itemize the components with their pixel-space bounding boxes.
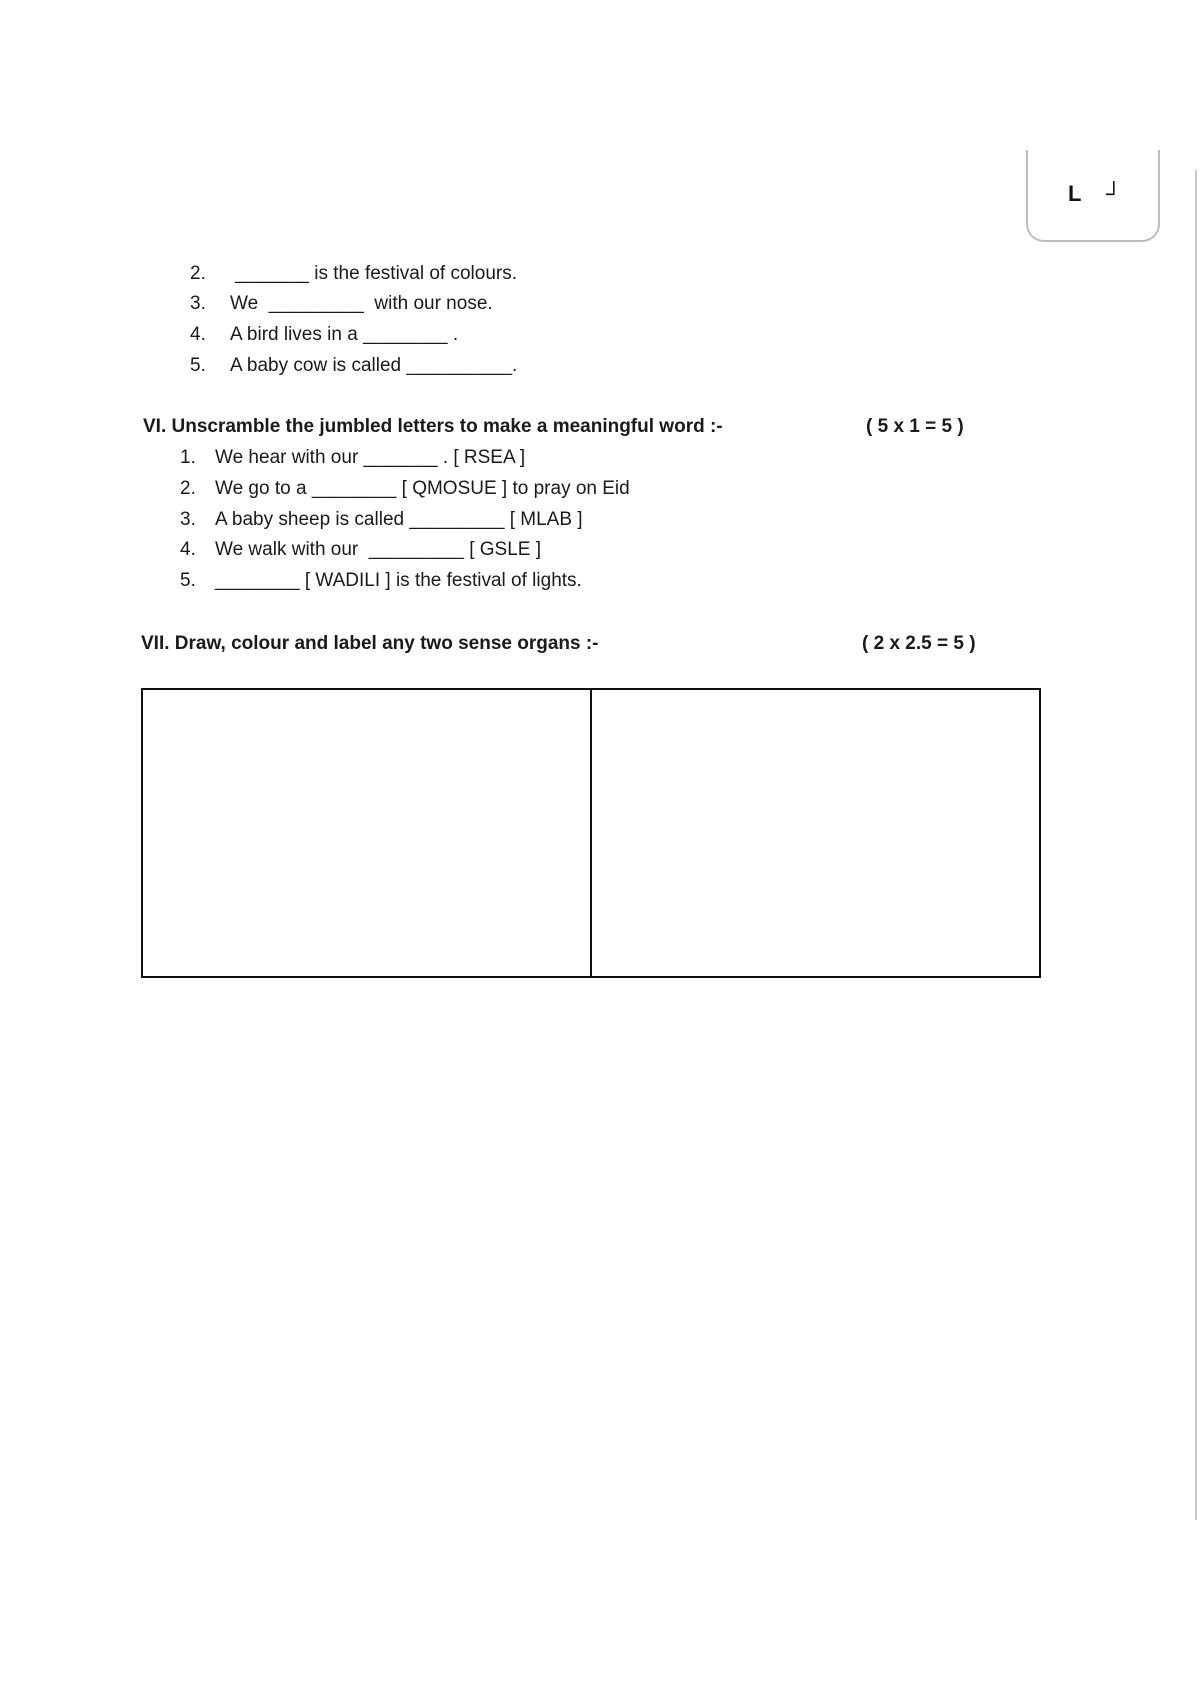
section-vii-heading: VII. Draw, colour and label any two sense organs :- [141, 633, 599, 654]
question-text: We hear with our _______ . [ RSEA ] [215, 447, 526, 468]
question-number: 3. [190, 293, 206, 314]
question-text: ________ [ WADILI ] is the festival of lights. [215, 570, 582, 591]
drawing-box-right[interactable] [590, 690, 1039, 976]
question-text: We walk with our _________ [ GSLE ] [215, 539, 541, 560]
section-vi-heading: VI. Unscramble the jumbled letters to make a meaningful word :- [143, 416, 723, 437]
section-vii-marks: ( 2 x 2.5 = 5 ) [862, 633, 976, 654]
question-number: 3. [180, 509, 196, 530]
question-text: A baby sheep is called _________ [ MLAB ] [215, 509, 583, 530]
question-text: _______ is the festival of colours. [235, 263, 518, 284]
question-number: 4. [190, 324, 206, 345]
question-number: 2. [190, 263, 206, 284]
marks-box [1026, 150, 1160, 242]
question-text: We go to a ________ [ QMOSUE ] to pray on Eid [215, 478, 630, 499]
question-number: 2. [180, 478, 196, 499]
section-vi-marks: ( 5 x 1 = 5 ) [866, 416, 964, 437]
question-text: A baby cow is called __________. [230, 355, 518, 376]
page-edge [1195, 170, 1197, 1520]
question-number: 4. [180, 539, 196, 560]
question-number: 1. [180, 447, 196, 468]
drawing-table [141, 688, 1041, 978]
question-number: 5. [180, 570, 196, 591]
question-text: We _________ with our nose. [230, 293, 493, 314]
drawing-box-left[interactable] [143, 690, 590, 976]
question-number: 5. [190, 355, 206, 376]
corner-mark-left: L [1068, 181, 1082, 206]
corner-mark-right: ┘ [1106, 181, 1122, 206]
question-text: A bird lives in a ________ . [230, 324, 459, 345]
